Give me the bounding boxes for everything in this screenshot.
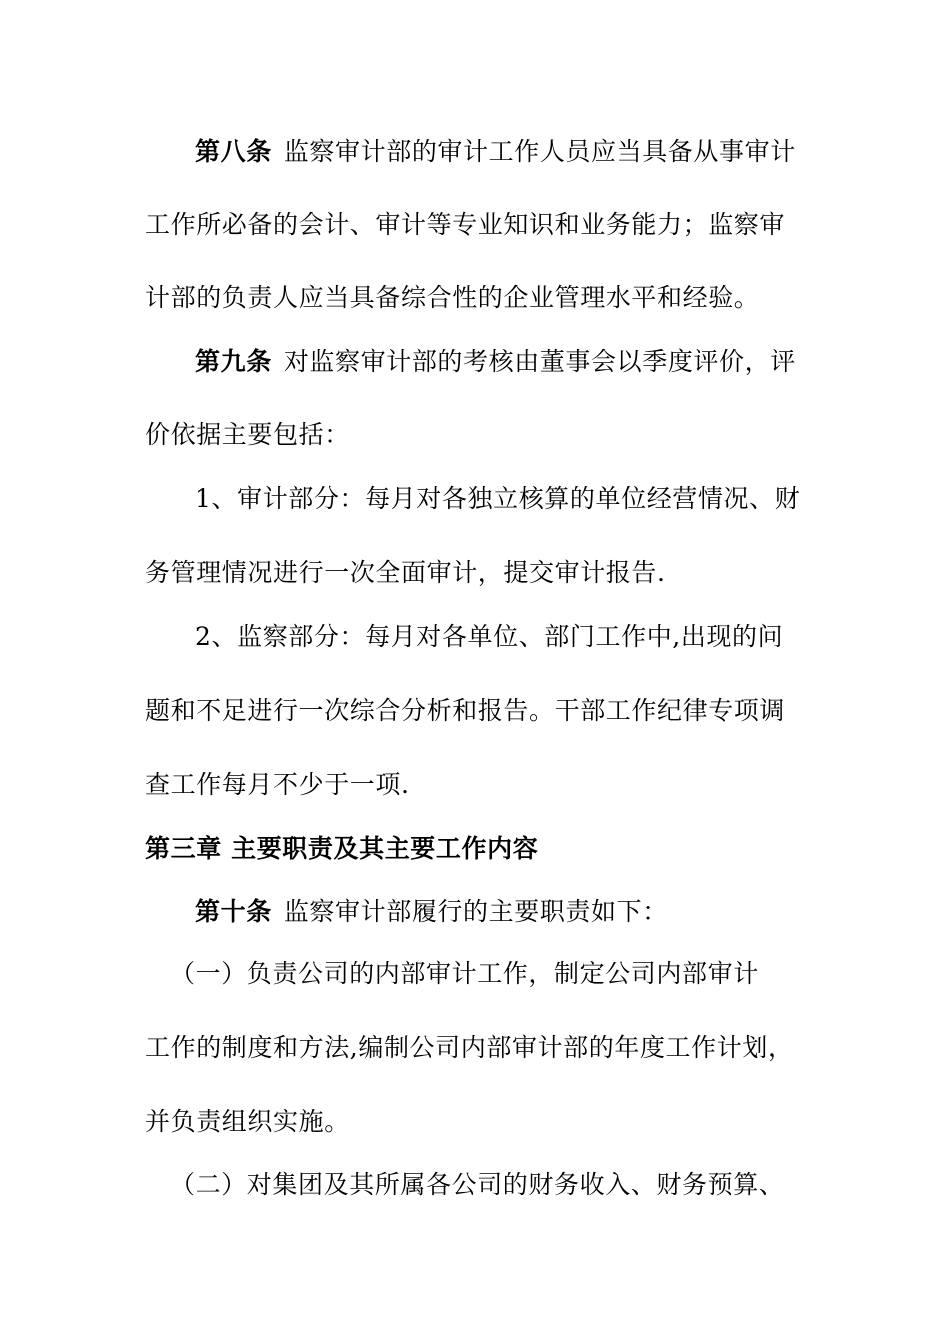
item-1-line-1: 1、审计部分：每月对各独立核算的单位经营情况、财 <box>195 484 801 513</box>
article-9-line-2: 价依据主要包括： <box>145 420 350 449</box>
article-9-text-1: 对监察审计部的考核由董事会以季度评价，评 <box>283 347 796 376</box>
article-8-line-2: 工作所必备的会计、审计等专业知识和业务能力；监察审 <box>145 210 786 239</box>
item-2-line-3: 查工作每月不少于一项. <box>145 770 410 799</box>
item-1-line-2: 务管理情况进行一次全面审计，提交审计报告. <box>145 558 666 587</box>
article-8-line-3: 计部的负责人应当具备综合性的企业管理水平和经验。 <box>145 283 760 312</box>
item-2-line-2: 题和不足进行一次综合分析和报告。干部工作纪律专项调 <box>145 696 786 725</box>
article-9-label: 第九条 <box>195 347 272 376</box>
duty-2-line-1: （二）对集团及其所属各公司的财务收入、财务预算、 <box>170 1170 785 1199</box>
duty-1-line-3: 并负责组织实施。 <box>145 1107 350 1136</box>
article-10-label: 第十条 <box>195 897 272 926</box>
article-8-text-1: 监察审计部的审计工作人员应当具备从事审计 <box>283 137 796 166</box>
article-10-text-1: 监察审计部履行的主要职责如下： <box>283 897 668 926</box>
duty-1-line-2: 工作的制度和方法,编制公司内部审计部的年度工作计划， <box>145 1033 794 1062</box>
article-8-line-1 <box>195 135 796 169</box>
item-2-line-1: 2、监察部分：每月对各单位、部门工作中,出现的问 <box>195 622 784 651</box>
article-8-label: 第八条 <box>195 137 272 166</box>
article-9-line-1 <box>195 345 796 379</box>
article-10-line-1 <box>195 895 668 929</box>
chapter-3-heading: 第三章 主要职责及其主要工作内容 <box>145 834 539 863</box>
duty-1-line-1: （一）负责公司的内部审计工作，制定公司内部审计 <box>170 959 759 988</box>
